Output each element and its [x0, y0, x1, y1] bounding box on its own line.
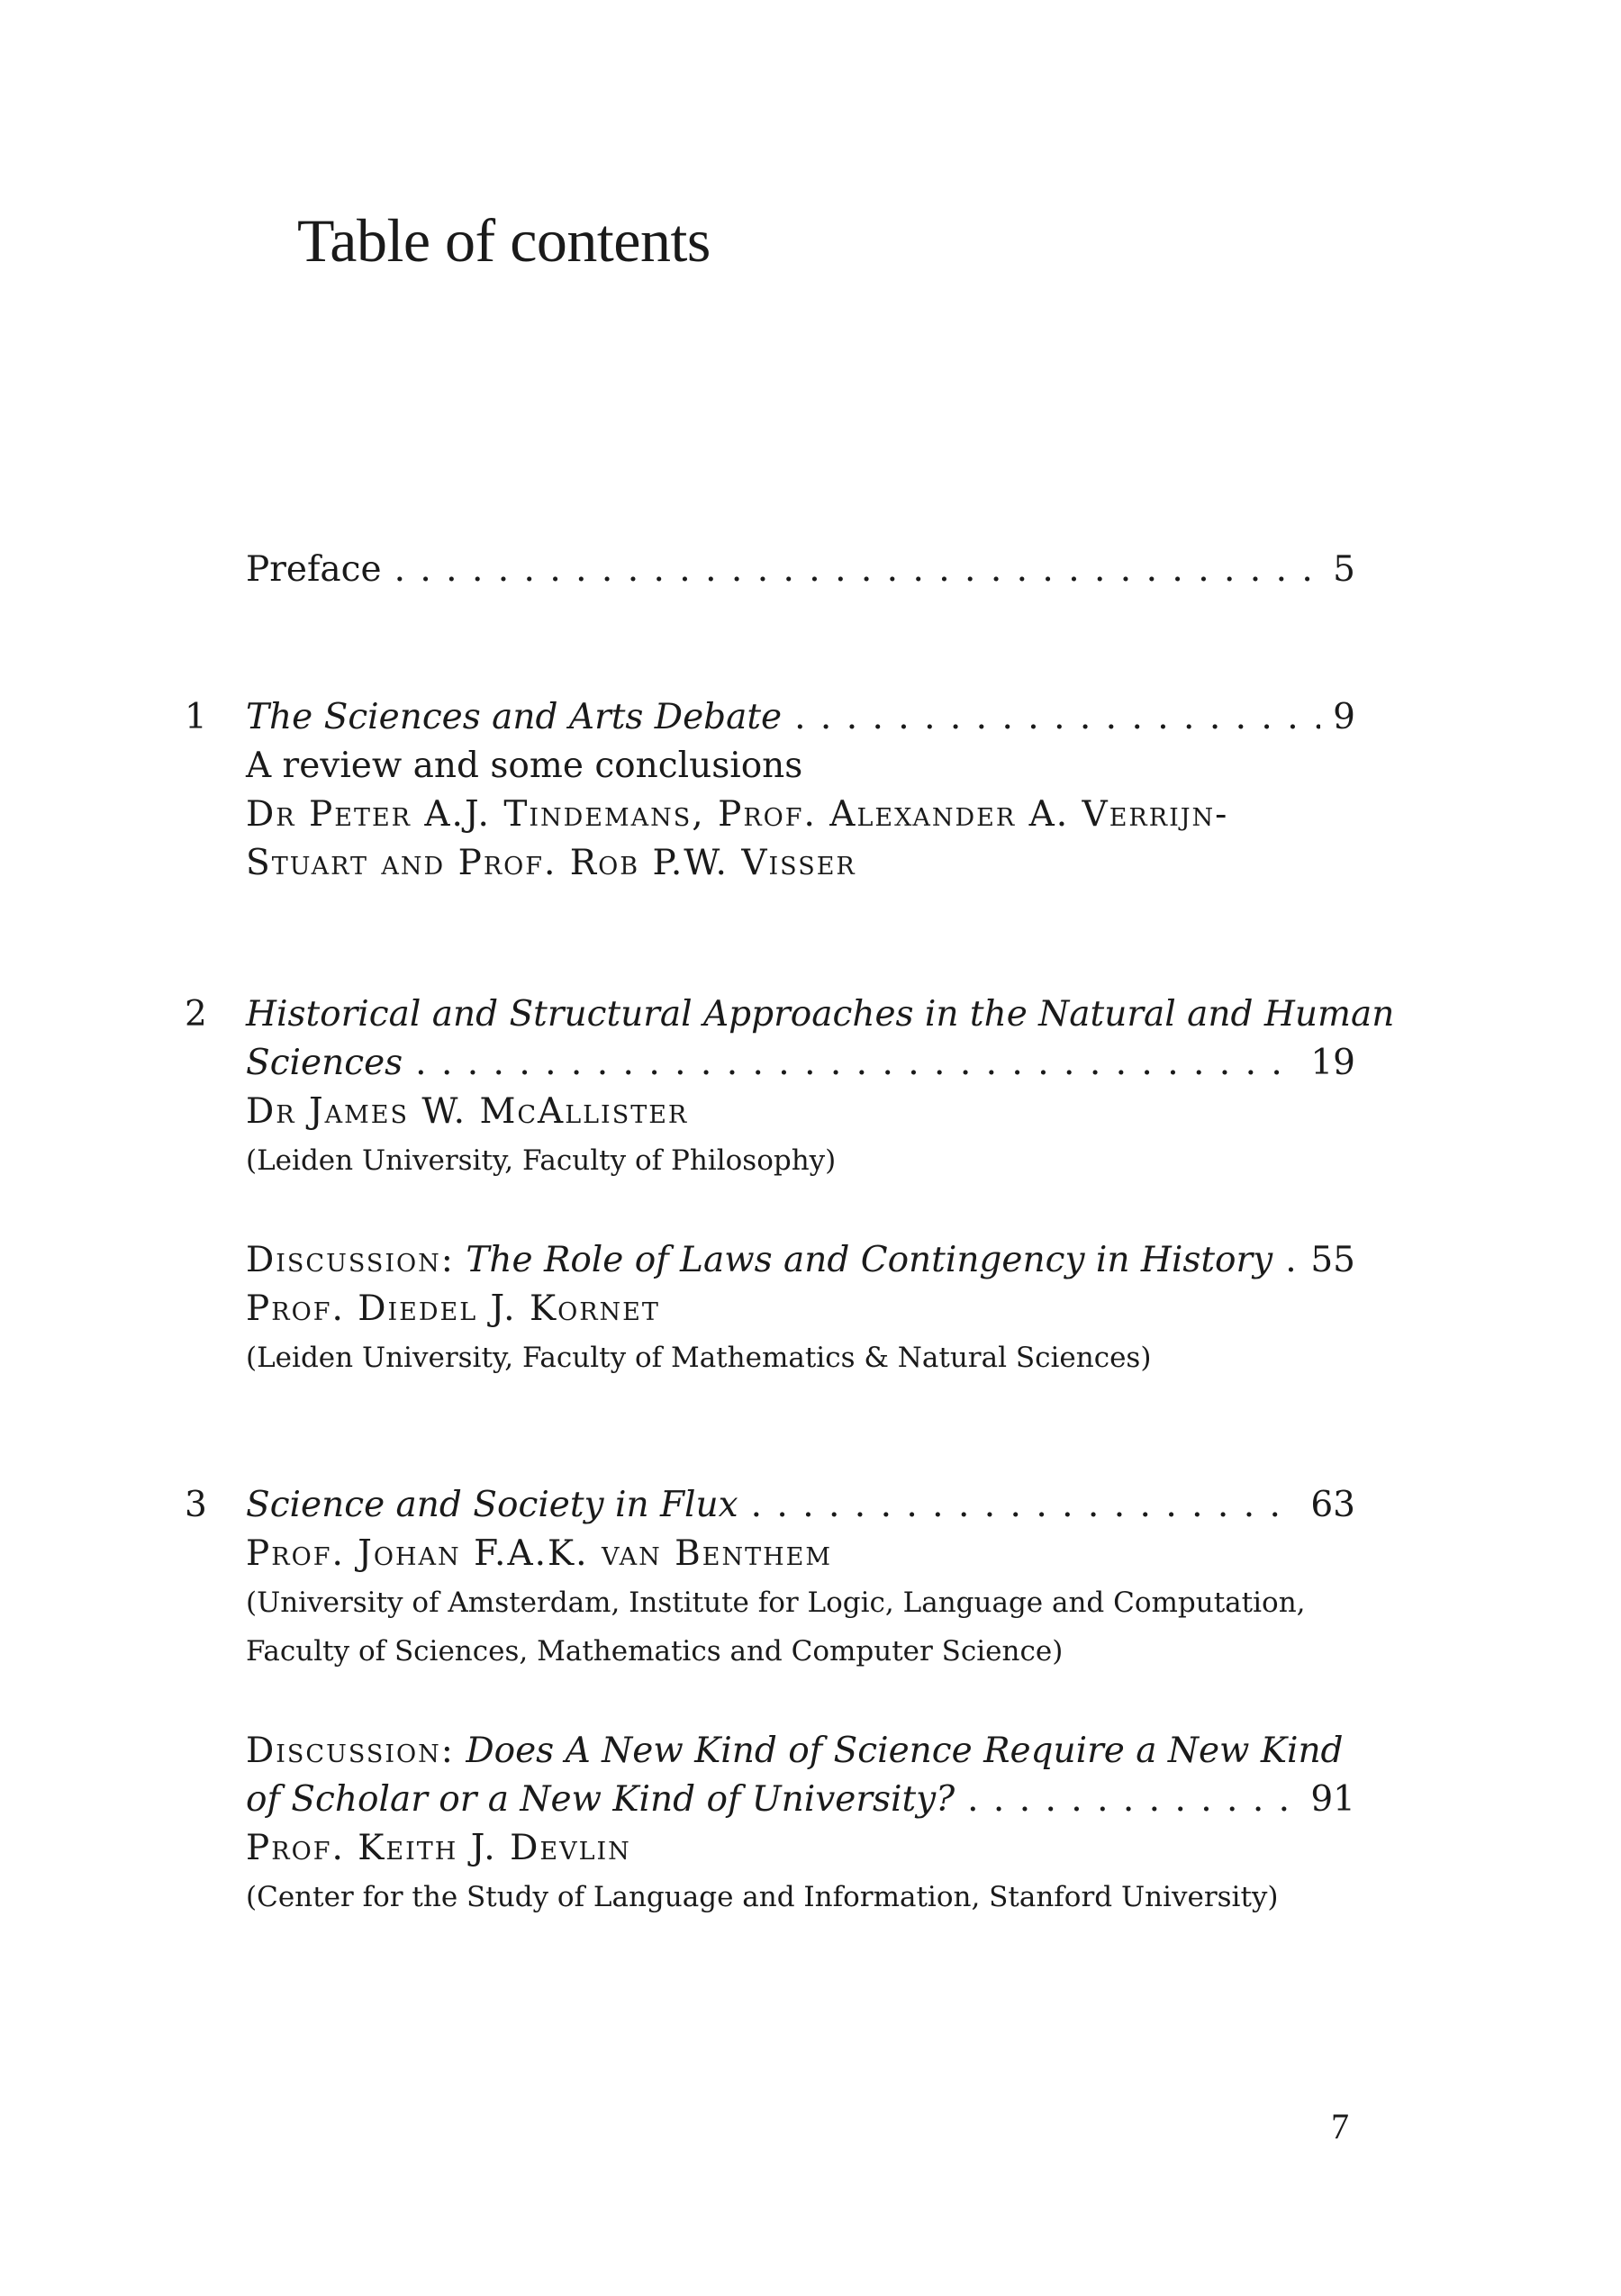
chapter-page: 63 [1310, 1485, 1355, 1525]
dot-leader [751, 1481, 1299, 1530]
dot-leader [394, 546, 1321, 594]
chapter-authors: Stuart and Prof. Rob P.W. Visser [246, 843, 856, 883]
dot-leader [1285, 1236, 1298, 1285]
chapter-author: Prof. Johan F.A.K. van Benthem [246, 1533, 833, 1574]
chapter-affiliation: (Leiden University, Faculty of Philosophy) [246, 1144, 837, 1177]
preface-title: Preface [246, 549, 382, 590]
discussion-title: Does A New Kind of Science Require a New Kind [466, 1731, 1344, 1771]
dot-leader [415, 1039, 1298, 1088]
chapter-title: The Sciences and Arts Debate [246, 697, 783, 737]
discussion-affiliation: (Leiden University, Faculty of Mathematics & Natural Sciences) [246, 1342, 1152, 1374]
chapter-authors: Dr Peter A.J. Tindemans, Prof. Alexander A. Verrijn- [246, 794, 1229, 835]
chapter-number: 1 [185, 697, 207, 737]
discussion-affiliation: (Center for the Study of Language and Information, Stanford University) [246, 1881, 1279, 1913]
discussion-title: The Role of Laws and Contingency in History [466, 1240, 1273, 1280]
chapter-affiliation: (University of Amsterdam, Institute for Logic, Language and Computation, [246, 1586, 1306, 1619]
discussion-page: 91 [1310, 1779, 1355, 1820]
dot-leader [794, 693, 1320, 742]
chapter-author: Dr James W. McAllister [246, 1091, 689, 1132]
chapter-title: Science and Society in Flux [246, 1485, 738, 1525]
chapter-title: Historical and Structural Approaches in the Natural and Human [246, 994, 1395, 1035]
discussion-title-group [246, 1236, 1272, 1285]
preface-page: 5 [1333, 549, 1355, 590]
chapter-affiliation: Faculty of Sciences, Mathematics and Computer Science) [246, 1635, 1064, 1668]
chapter-number: 2 [185, 994, 207, 1035]
page-title: Table of contents [297, 206, 711, 275]
discussion-label: Discussion: [246, 1731, 455, 1771]
dot-leader [967, 1776, 1298, 1824]
discussion-author: Prof. Diedel J. Kornet [246, 1288, 660, 1329]
chapter-title: Sciences [246, 1043, 403, 1083]
discussion-label: Discussion: [246, 1240, 455, 1280]
discussion-title-group [246, 1727, 1355, 1776]
discussion-page: 55 [1310, 1240, 1355, 1280]
discussion-title: of Scholar or a New Kind of University? [246, 1779, 955, 1820]
page-number: 7 [1331, 2106, 1349, 2147]
discussion-author: Prof. Keith J. Devlin [246, 1828, 631, 1868]
chapter-subtitle: A review and some conclusions [246, 746, 803, 786]
chapter-number: 3 [185, 1485, 207, 1525]
chapter-page: 19 [1310, 1043, 1355, 1083]
chapter-page: 9 [1333, 697, 1355, 737]
